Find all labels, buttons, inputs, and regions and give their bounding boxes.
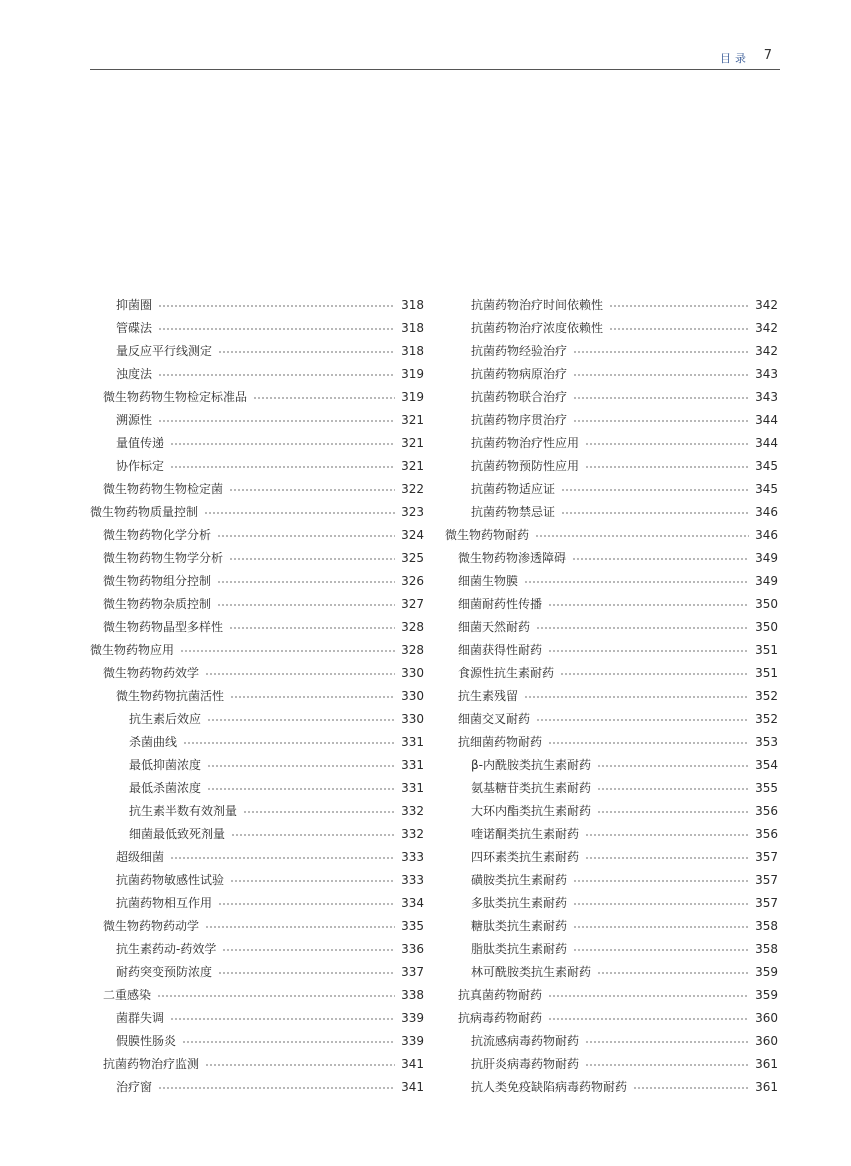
toc-entry[interactable] xyxy=(90,524,424,547)
toc-entry-page: 352 xyxy=(755,712,778,726)
toc-entry-title: 磺胺类抗生素耐药 xyxy=(471,873,568,887)
toc-entry-title: 林可酰胺类抗生素耐药 xyxy=(471,965,592,979)
toc-entry-title: 细菌天然耐药 xyxy=(458,620,531,634)
toc-entry-title: 微生物药物耐药 xyxy=(445,528,530,542)
toc-entry[interactable] xyxy=(90,547,424,570)
toc-entry-title: 氨基糖苷类抗生素耐药 xyxy=(471,781,592,795)
toc-entry-page: 328 xyxy=(401,643,424,657)
toc-entry[interactable] xyxy=(90,754,424,777)
toc-entry-title: 耐药突变预防浓度 xyxy=(116,965,213,979)
dot-leader xyxy=(158,374,395,376)
dot-leader xyxy=(585,1064,749,1066)
toc-entry-page: 322 xyxy=(401,482,424,496)
toc-entry-page: 337 xyxy=(401,965,424,979)
dot-leader xyxy=(231,834,395,836)
dot-leader xyxy=(573,926,749,928)
dot-leader xyxy=(572,558,749,560)
toc-entry-title: 微生物药物应用 xyxy=(90,643,175,657)
dot-leader xyxy=(548,995,749,997)
toc-entry-page: 331 xyxy=(401,735,424,749)
toc-entry[interactable] xyxy=(445,961,778,984)
toc-entry-title: 最低杀菌浓度 xyxy=(129,781,202,795)
toc-entry-title: 抗菌药物治疗浓度依赖性 xyxy=(471,321,604,335)
toc-entry-title: 量反应平行线测定 xyxy=(116,344,213,358)
toc-entry[interactable] xyxy=(90,386,424,409)
toc-entry-page: 357 xyxy=(755,850,778,864)
dot-leader xyxy=(170,857,395,859)
toc-entry-page: 360 xyxy=(755,1011,778,1025)
dot-leader xyxy=(207,719,395,721)
dot-leader xyxy=(585,466,749,468)
toc-entry-page: 344 xyxy=(755,413,778,427)
toc-entry-page: 323 xyxy=(401,505,424,519)
toc-entry-title: 抗菌药物禁忌证 xyxy=(471,505,556,519)
toc-entry-title: 微生物药物抗菌活性 xyxy=(116,689,225,703)
toc-entry[interactable] xyxy=(90,478,424,501)
toc-entry[interactable] xyxy=(90,317,424,340)
toc-entry-page: 319 xyxy=(401,367,424,381)
toc-entry-page: 334 xyxy=(401,896,424,910)
toc-entry-title: 抗人类免疫缺陷病毒药物耐药 xyxy=(471,1080,628,1094)
toc-entry-page: 344 xyxy=(755,436,778,450)
toc-entry-page: 351 xyxy=(755,643,778,657)
toc-entry-title: 协作标定 xyxy=(116,459,165,473)
toc-entry[interactable] xyxy=(90,1076,424,1099)
dot-leader xyxy=(218,972,395,974)
toc-entry-title: 细菌生物膜 xyxy=(458,574,519,588)
toc-entry[interactable] xyxy=(90,455,424,478)
toc-entry-page: 358 xyxy=(755,942,778,956)
toc-entry-page: 341 xyxy=(401,1080,424,1094)
toc-entry[interactable] xyxy=(445,616,778,639)
toc-entry-page: 326 xyxy=(401,574,424,588)
toc-entry-title: 抗菌药物联合治疗 xyxy=(471,390,568,404)
toc-entry[interactable] xyxy=(90,593,424,616)
dot-leader xyxy=(158,1087,395,1089)
toc-entry[interactable] xyxy=(90,938,424,961)
dot-leader xyxy=(585,443,749,445)
dot-leader xyxy=(218,351,395,353)
toc-entry[interactable] xyxy=(445,846,778,869)
toc-entry[interactable] xyxy=(90,639,424,662)
dot-leader xyxy=(157,995,395,997)
toc-entry-title: β-内酰胺类抗生素耐药 xyxy=(471,758,591,772)
toc-entry-page: 360 xyxy=(755,1034,778,1048)
toc-entry-page: 356 xyxy=(755,804,778,818)
toc-entry-title: 管碟法 xyxy=(116,321,153,335)
toc-entry-title: 抗菌药物病原治疗 xyxy=(471,367,568,381)
dot-leader xyxy=(180,650,395,652)
toc-entry-page: 339 xyxy=(401,1034,424,1048)
dot-leader xyxy=(170,443,395,445)
toc-entry[interactable] xyxy=(445,294,778,317)
toc-entry-title: 微生物药物质量控制 xyxy=(90,505,199,519)
toc-entry-page: 324 xyxy=(401,528,424,542)
toc-right-column xyxy=(445,294,778,1099)
toc-entry-title: 抑菌圈 xyxy=(116,298,153,312)
toc-entry[interactable] xyxy=(90,432,424,455)
toc-entry-title: 细菌最低致死剂量 xyxy=(129,827,226,841)
toc-entry-page: 336 xyxy=(401,942,424,956)
toc-entry-page: 351 xyxy=(755,666,778,680)
toc-entry[interactable] xyxy=(90,823,424,846)
dot-leader xyxy=(205,673,395,675)
toc-entry[interactable] xyxy=(445,777,778,800)
toc-entry[interactable] xyxy=(445,455,778,478)
toc-entry[interactable] xyxy=(90,1053,424,1076)
dot-leader xyxy=(573,397,749,399)
toc-entry-title: 细菌获得性耐药 xyxy=(458,643,543,657)
toc-entry[interactable] xyxy=(445,915,778,938)
toc-entry[interactable] xyxy=(445,363,778,386)
toc-entry[interactable] xyxy=(445,662,778,685)
page-number: 7 xyxy=(763,48,772,63)
toc-entry-title: 抗菌药物序贯治疗 xyxy=(471,413,568,427)
dot-leader xyxy=(536,719,749,721)
toc-entry-title: 抗菌药物敏感性试验 xyxy=(116,873,225,887)
toc-entry-title: 抗生素后效应 xyxy=(129,712,202,726)
toc-entry-title: 喹诺酮类抗生素耐药 xyxy=(471,827,580,841)
dot-leader xyxy=(548,650,749,652)
dot-leader xyxy=(573,420,749,422)
dot-leader xyxy=(218,903,395,905)
toc-entry-title: 微生物药物化学分析 xyxy=(103,528,212,542)
toc-entry[interactable] xyxy=(445,708,778,731)
toc-entry-page: 330 xyxy=(401,689,424,703)
toc-entry[interactable] xyxy=(90,340,424,363)
dot-leader xyxy=(548,742,749,744)
toc-entry-page: 330 xyxy=(401,666,424,680)
toc-entry-title: 四环素类抗生素耐药 xyxy=(471,850,580,864)
toc-entry-page: 321 xyxy=(401,413,424,427)
toc-entry-title: 抗生素药动-药效学 xyxy=(116,942,217,956)
dot-leader xyxy=(158,328,395,330)
toc-entry[interactable] xyxy=(90,708,424,731)
toc-entry-title: 假膜性肠炎 xyxy=(116,1034,177,1048)
dot-leader xyxy=(205,926,395,928)
toc-entry-page: 354 xyxy=(755,758,778,772)
toc-entry[interactable] xyxy=(445,800,778,823)
toc-entry-page: 339 xyxy=(401,1011,424,1025)
dot-leader xyxy=(170,1018,395,1020)
toc-entry-title: 抗生素半数有效剂量 xyxy=(129,804,238,818)
toc-entry[interactable] xyxy=(445,386,778,409)
toc-entry-title: 微生物药物生物检定菌 xyxy=(103,482,224,496)
toc-entry-title: 抗肝炎病毒药物耐药 xyxy=(471,1057,580,1071)
toc-entry[interactable] xyxy=(445,639,778,662)
dot-leader xyxy=(609,328,749,330)
dot-leader xyxy=(207,788,395,790)
toc-entry[interactable] xyxy=(90,616,424,639)
toc-entry-page: 318 xyxy=(401,344,424,358)
dot-leader xyxy=(205,1064,395,1066)
toc-entry-title: 抗细菌药物耐药 xyxy=(458,735,543,749)
toc-entry[interactable] xyxy=(90,869,424,892)
dot-leader xyxy=(548,1018,749,1020)
toc-entry-title: 细菌交叉耐药 xyxy=(458,712,531,726)
toc-entry[interactable] xyxy=(90,777,424,800)
dot-leader xyxy=(183,742,395,744)
toc-entry-page: 349 xyxy=(755,551,778,565)
toc-entry[interactable] xyxy=(445,432,778,455)
dot-leader xyxy=(524,696,749,698)
toc-entry[interactable] xyxy=(90,915,424,938)
toc-entry-page: 318 xyxy=(401,298,424,312)
toc-entry-page: 343 xyxy=(755,390,778,404)
toc-entry-title: 抗菌药物相互作用 xyxy=(116,896,213,910)
toc-entry-title: 微生物药物晶型多样性 xyxy=(103,620,224,634)
dot-leader xyxy=(573,903,749,905)
toc-entry-title: 菌群失调 xyxy=(116,1011,165,1025)
toc-entry-page: 341 xyxy=(401,1057,424,1071)
toc-entry-title: 大环内酯类抗生素耐药 xyxy=(471,804,592,818)
dot-leader xyxy=(597,972,749,974)
toc-entry-page: 342 xyxy=(755,298,778,312)
toc-entry-page: 345 xyxy=(755,482,778,496)
toc-entry[interactable] xyxy=(445,1030,778,1053)
toc-entry-page: 332 xyxy=(401,804,424,818)
toc-entry-page: 355 xyxy=(755,781,778,795)
toc-entry[interactable] xyxy=(90,846,424,869)
dot-leader xyxy=(573,374,749,376)
toc-entry-page: 359 xyxy=(755,988,778,1002)
dot-leader xyxy=(217,535,395,537)
dot-leader xyxy=(204,512,395,514)
dot-leader xyxy=(585,857,749,859)
toc-entry-title: 抗菌药物治疗时间依赖性 xyxy=(471,298,604,312)
dot-leader xyxy=(182,1041,395,1043)
toc-entry-title: 治疗窗 xyxy=(116,1080,153,1094)
dot-leader xyxy=(207,765,395,767)
toc-entry-page: 346 xyxy=(755,528,778,542)
dot-leader xyxy=(609,305,749,307)
dot-leader xyxy=(535,535,749,537)
toc-entry-title: 抗流感病毒药物耐药 xyxy=(471,1034,580,1048)
toc-entry-page: 346 xyxy=(755,505,778,519)
toc-entry[interactable] xyxy=(90,1007,424,1030)
dot-leader xyxy=(243,811,395,813)
toc-entry[interactable] xyxy=(90,363,424,386)
dot-leader xyxy=(573,351,749,353)
toc-entry[interactable] xyxy=(90,800,424,823)
toc-entry-page: 325 xyxy=(401,551,424,565)
toc-entry[interactable] xyxy=(445,938,778,961)
toc-entry-page: 361 xyxy=(755,1057,778,1071)
toc-entry-title: 抗真菌药物耐药 xyxy=(458,988,543,1002)
toc-entry-page: 333 xyxy=(401,873,424,887)
page-header xyxy=(90,48,780,70)
toc-entry-title: 溯源性 xyxy=(116,413,153,427)
toc-entry-page: 350 xyxy=(755,620,778,634)
toc-entry[interactable] xyxy=(90,294,424,317)
toc-entry-title: 抗菌药物治疗性应用 xyxy=(471,436,580,450)
dot-leader xyxy=(597,765,749,767)
toc-entry-page: 332 xyxy=(401,827,424,841)
toc-entry-page: 328 xyxy=(401,620,424,634)
toc-entry[interactable] xyxy=(445,593,778,616)
toc-entry-page: 330 xyxy=(401,712,424,726)
toc-entry-title: 二重感染 xyxy=(103,988,152,1002)
toc-entry[interactable] xyxy=(445,1076,778,1099)
toc-entry-title: 微生物药物生物检定标准品 xyxy=(103,390,248,404)
toc-entry-page: 358 xyxy=(755,919,778,933)
toc-entry[interactable] xyxy=(90,501,424,524)
toc-entry[interactable] xyxy=(445,731,778,754)
toc-entry-page: 333 xyxy=(401,850,424,864)
toc-entry-page: 352 xyxy=(755,689,778,703)
toc-entry-title: 抗菌药物经验治疗 xyxy=(471,344,568,358)
dot-leader xyxy=(585,1041,749,1043)
dot-leader xyxy=(597,811,749,813)
toc-entry-title: 最低抑菌浓度 xyxy=(129,758,202,772)
toc-entry-page: 342 xyxy=(755,344,778,358)
toc-entry[interactable] xyxy=(90,662,424,685)
toc-entry-title: 脂肽类抗生素耐药 xyxy=(471,942,568,956)
toc-entry-title: 微生物药物渗透障碍 xyxy=(458,551,567,565)
toc-entry-page: 319 xyxy=(401,390,424,404)
dot-leader xyxy=(217,581,395,583)
toc-entry[interactable] xyxy=(445,570,778,593)
toc-entry-page: 357 xyxy=(755,873,778,887)
dot-leader xyxy=(597,788,749,790)
section-title: 目录 xyxy=(720,52,750,65)
dot-leader xyxy=(585,834,749,836)
toc-entry[interactable] xyxy=(445,869,778,892)
dot-leader xyxy=(229,558,395,560)
toc-entry-page: 350 xyxy=(755,597,778,611)
toc-entry[interactable] xyxy=(90,409,424,432)
toc-entry-title: 浊度法 xyxy=(116,367,153,381)
toc-entry-page: 331 xyxy=(401,758,424,772)
toc-entry-page: 335 xyxy=(401,919,424,933)
toc-entry-title: 细菌耐药性传播 xyxy=(458,597,543,611)
dot-leader xyxy=(561,489,749,491)
dot-leader xyxy=(158,420,395,422)
toc-entry-title: 超级细菌 xyxy=(116,850,165,864)
toc-entry-title: 杀菌曲线 xyxy=(129,735,178,749)
toc-entry[interactable] xyxy=(445,478,778,501)
toc-entry[interactable] xyxy=(90,892,424,915)
toc-entry[interactable] xyxy=(90,731,424,754)
dot-leader xyxy=(230,696,395,698)
toc-entry-page: 345 xyxy=(755,459,778,473)
toc-left-column xyxy=(90,294,424,1099)
dot-leader xyxy=(560,673,749,675)
toc-entry[interactable] xyxy=(445,1007,778,1030)
toc-entry[interactable] xyxy=(445,501,778,524)
toc-entry-title: 抗菌药物治疗监测 xyxy=(103,1057,200,1071)
dot-leader xyxy=(170,466,395,468)
toc-entry-page: 342 xyxy=(755,321,778,335)
dot-leader xyxy=(548,604,749,606)
toc-entry-title: 微生物药物生物学分析 xyxy=(103,551,224,565)
toc-entry-title: 糖肽类抗生素耐药 xyxy=(471,919,568,933)
toc-entry[interactable] xyxy=(90,1030,424,1053)
toc-entry[interactable] xyxy=(90,984,424,1007)
toc-entry[interactable] xyxy=(445,1053,778,1076)
toc-entry[interactable] xyxy=(445,524,778,547)
toc-entry-page: 331 xyxy=(401,781,424,795)
dot-leader xyxy=(229,489,395,491)
dot-leader xyxy=(217,604,395,606)
toc-entry-page: 356 xyxy=(755,827,778,841)
dot-leader xyxy=(222,949,395,951)
toc-entry-title: 微生物药物药效学 xyxy=(103,666,200,680)
toc-entry-title: 抗病毒药物耐药 xyxy=(458,1011,543,1025)
toc-entry-page: 318 xyxy=(401,321,424,335)
toc-entry[interactable] xyxy=(445,892,778,915)
toc-entry[interactable] xyxy=(90,685,424,708)
dot-leader xyxy=(536,627,749,629)
toc-entry-page: 338 xyxy=(401,988,424,1002)
dot-leader xyxy=(253,397,395,399)
toc-entry-title: 抗菌药物预防性应用 xyxy=(471,459,580,473)
toc-entry[interactable] xyxy=(445,823,778,846)
dot-leader xyxy=(230,880,395,882)
dot-leader xyxy=(561,512,749,514)
toc-entry-title: 多肽类抗生素耐药 xyxy=(471,896,568,910)
toc-entry[interactable] xyxy=(445,340,778,363)
toc-entry-page: 359 xyxy=(755,965,778,979)
toc-entry[interactable] xyxy=(445,754,778,777)
toc-entry[interactable] xyxy=(445,984,778,1007)
toc-entry[interactable] xyxy=(445,547,778,570)
toc-entry[interactable] xyxy=(445,409,778,432)
toc-entry-title: 微生物药物杂质控制 xyxy=(103,597,212,611)
toc-entry-page: 361 xyxy=(755,1080,778,1094)
toc-entry[interactable] xyxy=(90,570,424,593)
dot-leader xyxy=(229,627,395,629)
toc-entry-title: 食源性抗生素耐药 xyxy=(458,666,555,680)
toc-entry-title: 抗菌药物适应证 xyxy=(471,482,556,496)
toc-entry-title: 微生物药物组分控制 xyxy=(103,574,212,588)
dot-leader xyxy=(158,305,395,307)
dot-leader xyxy=(633,1087,749,1089)
toc-entry-page: 349 xyxy=(755,574,778,588)
toc-entry-page: 357 xyxy=(755,896,778,910)
toc-entry-page: 343 xyxy=(755,367,778,381)
dot-leader xyxy=(573,949,749,951)
toc-entry-title: 微生物药物药动学 xyxy=(103,919,200,933)
toc-entry-title: 抗生素残留 xyxy=(458,689,519,703)
toc-entry-page: 353 xyxy=(755,735,778,749)
dot-leader xyxy=(524,581,749,583)
toc-entry-page: 321 xyxy=(401,436,424,450)
toc-entry[interactable] xyxy=(445,685,778,708)
dot-leader xyxy=(573,880,749,882)
header-rule xyxy=(90,69,780,70)
toc-entry-page: 321 xyxy=(401,459,424,473)
toc-entry[interactable] xyxy=(445,317,778,340)
toc-entry-page: 327 xyxy=(401,597,424,611)
toc-entry[interactable] xyxy=(90,961,424,984)
toc-entry-title: 量值传递 xyxy=(116,436,165,450)
